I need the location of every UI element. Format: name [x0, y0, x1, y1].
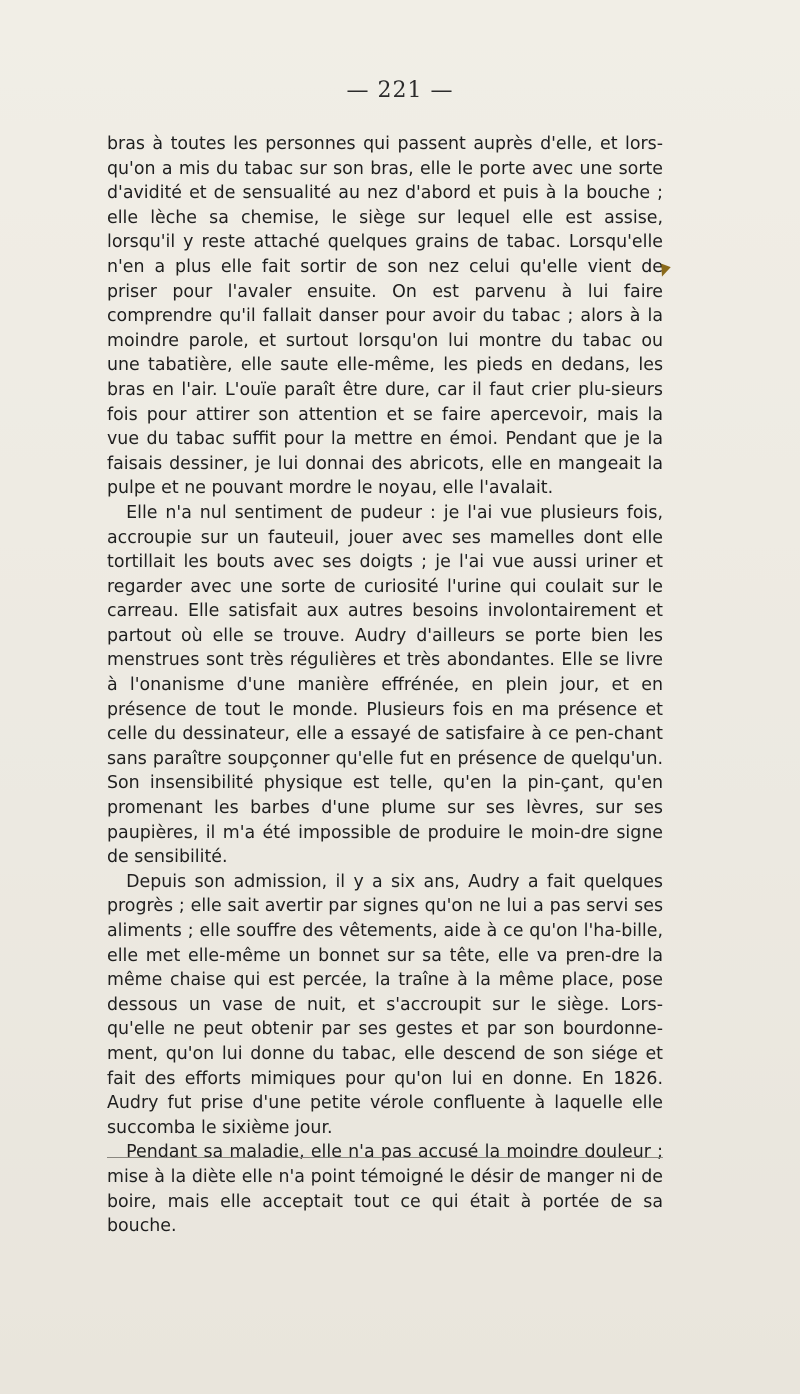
footer-rule — [107, 1157, 663, 1158]
paragraph-3: Depuis son admission, il y a six ans, Audry a fait quelques progrès ; elle sait avertir par signes qu'on ne lui a pas servi ses aliments ; elle souffre des vêtements, aide à ce qu'on l'ha-bille, elle met elle-même un bonnet sur sa tête, elle va pren-dre la même chaise qui est percée, la traîne à la même place, pose dessous un vase de nuit, et s'accroupit sur le siège. Lors-qu'elle ne peut obtenir par ses gestes et par son bourdonne-ment, qu'on lui donne du tabac, elle descend de son siége et fait des efforts mimiques pour qu'on lui en donne. En 1826. Audry fut prise d'une petite vérole confluente à laquelle elle succomba le sixième jour. — [107, 871, 663, 1138]
paragraph-4: Pendant sa maladie, elle n'a pas accusé la moindre douleur ; mise à la diète elle n'a point témoigné le désir de manger ni de boire, mais elle acceptait tout ce qui était à portée de sa bouche. — [107, 1142, 663, 1237]
paragraph-1: bras à toutes les personnes qui passent auprès d'elle, et lors-qu'on a mis du tabac sur son bras, elle le porte avec une sorte d'avidité et de sensualité au nez d'abord et puis à la bouche ; elle lèche sa chemise, le siège sur lequel elle est assise, lorsqu'il y reste attaché quelques grains de tabac. Lorsqu'elle n'en a plus elle fait sortir de son nez celui qu'elle vient de priser pour l'avaler ensuite. On est parvenu à lui faire comprendre qu'il fallait danser pour avoir du tabac ; alors à la moindre parole, et surtout lorsqu'on lui montre du tabac ou une tabatière, elle saute elle-même, les pieds en dedans, les bras en l'air. L'ouïe paraît être dure, car il faut crier plu-sieurs fois pour attirer son attention et se faire apercevoir, mais la vue du tabac suffit pour la mettre en émoi. Pendant que je la faisais dessiner, je lui donnai des abricots, elle en mangeait la pulpe et ne pouvant mordre le noyau, elle l'avalait. — [107, 134, 663, 499]
body-text — [107, 132, 663, 1239]
page-number: — 221 — — [346, 78, 454, 103]
paragraph-2: Elle n'a nul sentiment de pudeur : je l'ai vue plusieurs fois, accroupie sur un fauteuil, jouer avec ses mamelles dont elle tortillait les bouts avec ses doigts ; je l'ai vue aussi uriner et regarder avec une sorte de curiosité l'urine qui coulait sur le carreau. Elle satisfait aux autres besoins involontairement et partout où elle se trouve. Audry d'ailleurs se porte bien les menstrues sont très régulières et très abondantes. Elle se livre à l'onanisme d'une manière effrénée, en plein jour, et en présence de tout le monde. Plusieurs fois en ma présence et celle du dessinateur, elle a essayé de satisfaire à ce pen-chant sans paraître soupçonner qu'elle fut en présence de quelqu'un. Son insensibilité physique est telle, qu'en la pin-çant, qu'en promenant les barbes d'une plume sur ses lèvres, sur ses paupières, il m'a été impossible de produire le moin-dre signe de sensibilité. — [107, 502, 663, 868]
